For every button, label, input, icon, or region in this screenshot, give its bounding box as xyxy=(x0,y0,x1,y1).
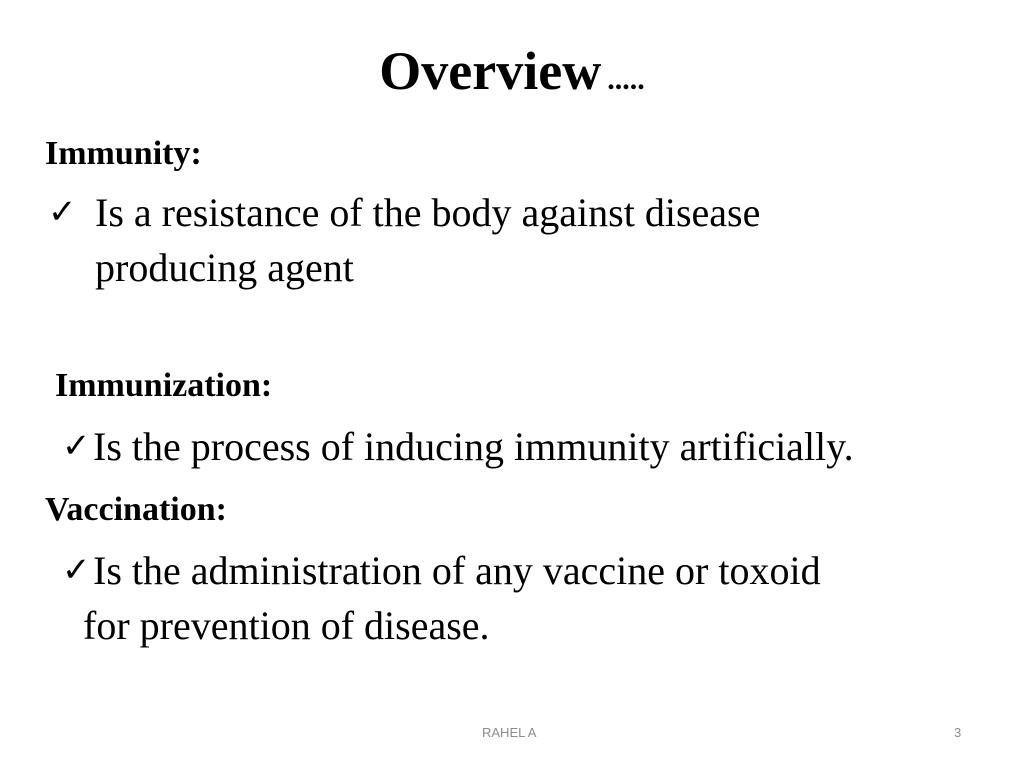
immunization-definition: Is the process of inducing immunity artificially. xyxy=(93,424,854,469)
heading-immunization: Immunization: xyxy=(55,367,273,404)
slide-title-text: Overview xyxy=(379,41,602,101)
checkmark-icon: ✓ xyxy=(48,194,77,231)
page-number: 3 xyxy=(954,725,962,740)
vaccination-definition-line2: for prevention of disease. xyxy=(83,603,490,648)
checkmark-icon: ✓ xyxy=(62,428,91,465)
heading-vaccination: Vaccination: xyxy=(45,491,227,528)
footer-author: RAHEL A xyxy=(482,725,537,740)
slide-title xyxy=(0,40,1024,111)
heading-immunity: Immunity: xyxy=(45,135,202,172)
immunity-definition-line2: producing agent xyxy=(95,245,354,290)
vaccination-definition-line1: Is the administration of any vaccine or toxoid xyxy=(93,548,821,593)
immunity-definition-line1: Is a resistance of the body against disease xyxy=(95,190,761,235)
checkmark-icon: ✓ xyxy=(62,552,91,589)
slide-title-ellipsis: ..... xyxy=(607,63,645,96)
